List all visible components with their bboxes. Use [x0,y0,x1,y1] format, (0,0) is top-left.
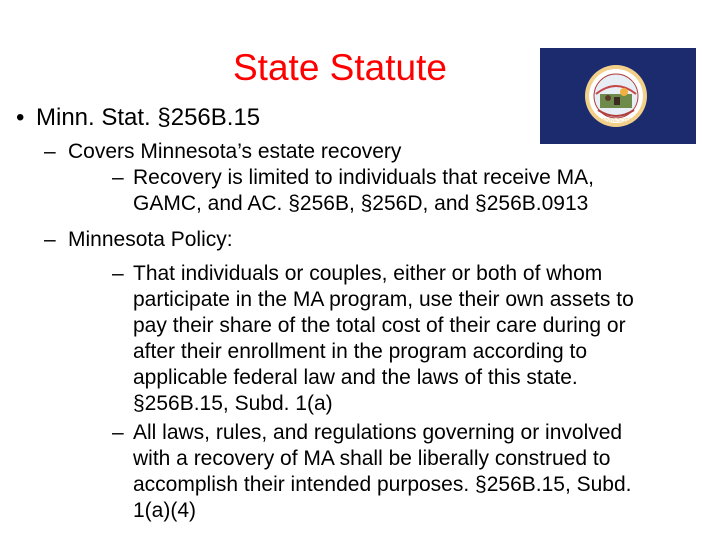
bullet-marker: • [16,104,25,131]
sub-bullet-minnesota-policy: Minnesota Policy: [68,228,233,251]
policy-laws-line: All laws, rules, and regulations governing or involved [133,421,623,444]
slide-title: State Statute [233,47,447,88]
sub-sub-bullet-marker: – [112,421,124,444]
sub-sub-bullet-marker: – [112,262,124,285]
bullet-minn-stat: Minn. Stat. §256B.15 [36,104,261,131]
recovery-limited-line: Recovery is limited to individuals that receive MA, [133,166,595,189]
sub-bullet-estate-recovery: Covers Minnesota’s estate recovery [68,140,402,163]
policy-laws-line: with a recovery of MA shall be liberally construed to [133,447,611,470]
sub-bullet-marker: – [44,228,56,251]
policy-assets-line: §256B.15, Subd. 1(a) [133,392,333,415]
policy-laws-line: 1(a)(4) [133,499,197,522]
sub-bullet-marker: – [44,140,56,163]
sub-sub-bullet-marker: – [112,166,124,189]
policy-assets-line: pay their share of the total cost of their care during or [133,314,626,337]
state-seal-icon [540,48,696,144]
recovery-limited-line: GAMC, and AC. §256B, §256D, and §256B.0913 [133,192,589,215]
seal-label: MINNESOTA [599,118,633,124]
policy-assets-line: applicable federal law and the laws of this state. [133,366,578,389]
policy-laws-line: accomplish their intended purposes. §256B.15, Subd. [133,473,632,496]
minnesota-state-flag-icon [540,48,696,144]
policy-assets-line: That individuals or couples, either or both of whom [133,262,603,285]
policy-assets-line: after their enrollment in the program according to [133,340,588,363]
policy-assets-line: participate in the MA program, use their own assets to [133,288,634,311]
